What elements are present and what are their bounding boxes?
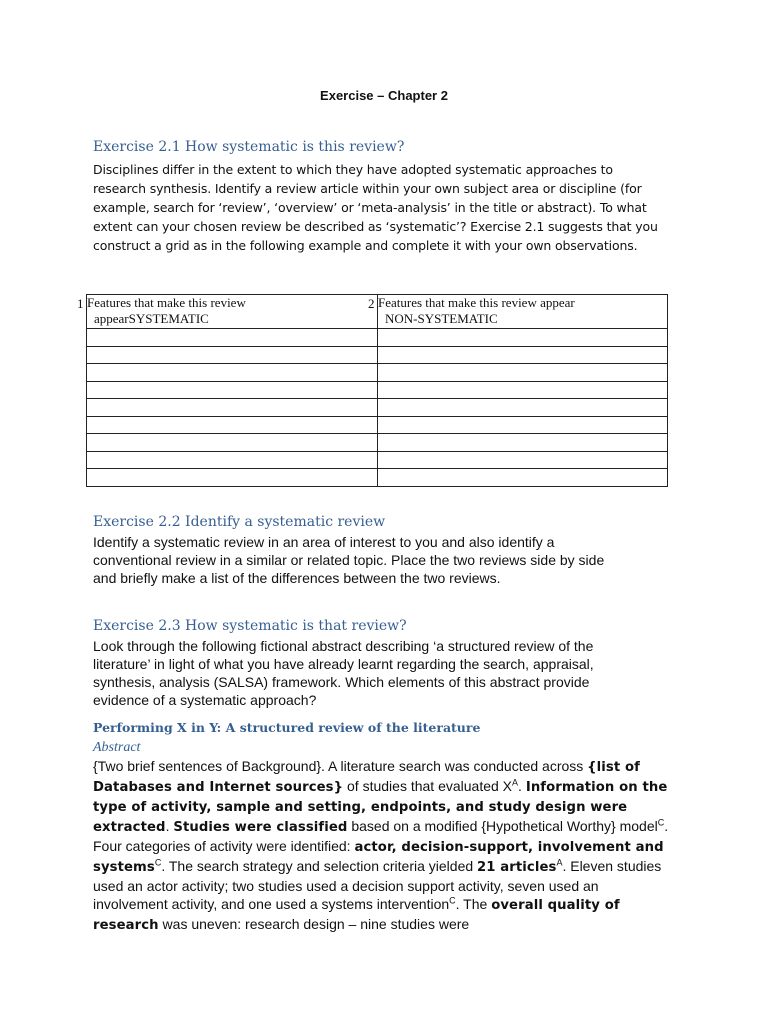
header-line: Features that make this review appear [378, 295, 575, 310]
paragraph-line: Disciplines differ in the extent to which they have adopted systematic approaches to [93, 162, 613, 177]
grid-cell [378, 416, 668, 434]
grid-cell [378, 346, 668, 364]
abstract-label: Abstract [93, 740, 141, 755]
table-row [87, 346, 668, 364]
grid-cell [87, 399, 378, 417]
exercise-2-2-heading: Exercise 2.2 Identify a systematic review [93, 514, 386, 530]
exercise-2-1-text [93, 160, 673, 255]
column-number: 2 [368, 296, 375, 311]
header-line: NON-SYSTEMATIC [385, 311, 498, 326]
exercise-2-3-text [93, 637, 673, 709]
grid-cell [87, 346, 378, 364]
abstract-text: . [518, 778, 526, 794]
paragraph-line: conventional review in a similar or related topic. Place the two reviews side by side [93, 552, 605, 568]
grid-cell [87, 434, 378, 452]
paragraph-line: synthesis, analysis (SALSA) framework. Which elements of this abstract provide [93, 674, 590, 690]
abstract-emphasis: Information on the type of activity, sample and setting, endpoints, and study design were extracted [93, 780, 668, 835]
table-row [87, 434, 668, 452]
superscript-marker: A [556, 857, 563, 868]
paragraph-line: extent can your chosen review be described as ‘systematic’? Exercise 2.1 suggests that you [93, 219, 658, 234]
superscript-marker: C [154, 857, 162, 868]
table-row [87, 329, 668, 347]
grid-cell [87, 364, 378, 382]
exercise-2-3-heading: Exercise 2.3 How systematic is that review? [93, 618, 407, 634]
abstract-emphasis: Studies were classified [173, 820, 348, 835]
abstract-body [93, 757, 673, 935]
paragraph-line: construct a grid as in the following example and complete it with your own observations. [93, 238, 638, 253]
paragraph-line: Look through the following fictional abstract describing ‘a structured review of the [93, 638, 594, 654]
grid-cell [378, 364, 668, 382]
abstract-text: was uneven: research design – nine studies were [158, 916, 470, 932]
abstract-text: . Four categories of activity were identified: [93, 818, 669, 854]
exercise-2-1-heading: Exercise 2.1 How systematic is this review? [93, 139, 405, 155]
grid-cell [87, 416, 378, 434]
paragraph-line: and briefly make a list of the differences between the two reviews. [93, 570, 501, 586]
superscript-marker: C [657, 817, 665, 828]
abstract-text: . Eleven studies used an actor activity; two studies used a decision support activity, seven used an involvement activity, and one used a systems intervention [93, 858, 662, 912]
paragraph-line: research synthesis. Identify a review article within your own subject area or discipline (for [93, 181, 642, 196]
superscript-marker: C [449, 895, 456, 906]
header-line: Features that make this review [87, 295, 246, 310]
abstract-text: . The search strategy and selection criteria yielded [161, 858, 478, 874]
table-row [87, 399, 668, 417]
page-title: Exercise – Chapter 2 [320, 88, 448, 103]
table-row [87, 364, 668, 382]
grid-cell [378, 399, 668, 417]
table-row [87, 451, 668, 469]
abstract-text: . The [455, 896, 492, 912]
grid-cell [378, 469, 668, 487]
exercise-2-2-text [93, 533, 673, 587]
abstract-emphasis: actor, decision-support, involvement and systems [93, 840, 664, 875]
grid-header-systematic [77, 295, 378, 329]
abstract-text: {Two brief sentences of Background}. A literature search was conducted across [93, 758, 588, 774]
grid-header-non-systematic [368, 295, 668, 329]
abstract-emphasis: overall quality of research [93, 898, 620, 933]
grid-cell [87, 381, 378, 399]
grid-cell [378, 451, 668, 469]
paragraph-line: literature’ in light of what you have already learnt regarding the search, appraisal, [93, 656, 594, 672]
table-row [87, 416, 668, 434]
abstract-emphasis: 21 articles [477, 860, 557, 875]
grid-cell [378, 434, 668, 452]
grid-cell [87, 469, 378, 487]
abstract-emphasis: {list of Databases and Internet sources} [93, 760, 640, 795]
header-line: appearSYSTEMATIC [94, 311, 209, 326]
table-row [87, 381, 668, 399]
grid-cell [378, 329, 668, 347]
table-row [87, 469, 668, 487]
column-number: 1 [77, 296, 84, 311]
grid-cell [87, 329, 378, 347]
paragraph-line: example, search for ‘review’, ‘overview’ or ‘meta-analysis’ in the title or abstract). To what [93, 200, 647, 215]
example-abstract-title: Performing X in Y: A structured review of the literature [93, 720, 481, 735]
comparison-grid [77, 294, 668, 487]
abstract-text: of studies that evaluated X [343, 778, 513, 794]
abstract-text: . [165, 818, 174, 834]
superscript-marker: A [512, 777, 519, 788]
abstract-text: based on a modified {Hypothetical Worthy} model [347, 818, 658, 834]
grid-cell [87, 451, 378, 469]
paragraph-line: evidence of a systematic approach? [93, 692, 317, 708]
paragraph-line: Identify a systematic review in an area of interest to you and also identify a [93, 534, 555, 550]
grid-cell [378, 381, 668, 399]
